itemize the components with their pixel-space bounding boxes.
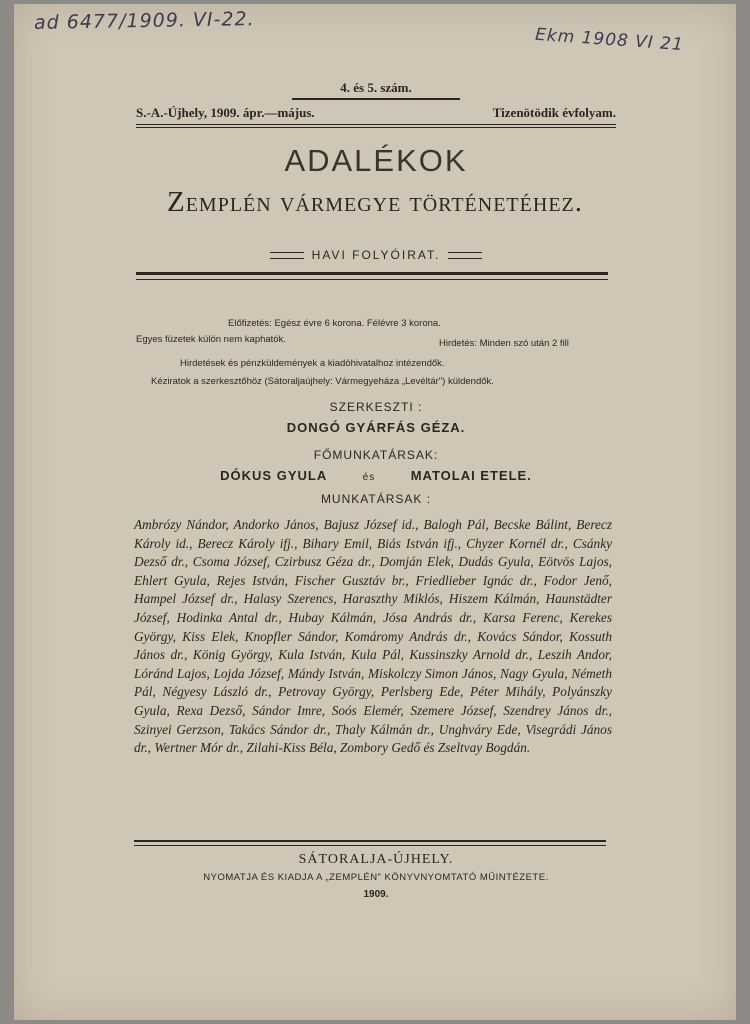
- masthead-rule: [136, 124, 616, 125]
- ads-info: Hirdetés: Minden szó után 2 fill: [439, 338, 569, 349]
- footer-city: SÁTORALJA-ÚJHELY.: [298, 852, 454, 867]
- contributors-heading: MUNKATÁRSAK :: [320, 492, 432, 506]
- title-rule-thin: [136, 279, 608, 280]
- handwritten-accession-note: ad 6477/1909. VI-22.: [33, 8, 255, 34]
- editor-name: DONGÓ GYÁRFÁS GÉZA.: [286, 420, 466, 435]
- footer-rule-thin: [134, 845, 606, 846]
- place-date: S.-A.-Újhely, 1909. ápr.—május.: [136, 105, 315, 120]
- masthead-rule-2: [136, 127, 616, 128]
- volume: Tizenötödik évfolyam.: [492, 105, 616, 120]
- subtitle-ornament-left: [270, 252, 304, 259]
- title-line-2: Zemplén vármegye történetéhez.: [167, 186, 583, 218]
- issue-number: 4. és 5. szám.: [292, 80, 460, 100]
- ads-note: Hirdetések és pénzküldemények a kiadóhivatalhoz intézendők.: [180, 358, 445, 369]
- handwritten-catalog-note: Ekm 1908 VI 21: [534, 24, 685, 56]
- chief-contributors-heading: FŐMUNKATÁRSAK:: [313, 448, 439, 462]
- editor-heading: SZERKESZTI :: [329, 400, 423, 414]
- subscription-info: Előfizetés: Egész évre 6 korona. Félévre 3 korona.: [228, 318, 441, 329]
- footer-rule-thick: [134, 840, 606, 842]
- title-rule-thick: [136, 272, 608, 275]
- chief-contributors-names: [136, 467, 616, 485]
- footer-year: 1909.: [363, 889, 389, 900]
- chief-contributor-1: DÓKUS GYULA: [220, 468, 328, 483]
- contributors-list: Ambrózy Nándor, Andorko János, Bajusz József id., Balogh Pál, Becske Bálint, Berecz Károly id., Berecz Károly ifj., Bihary Emil, Biás István ifj., Chyzer Kornél dr., Csánky Dezső dr., Csoma József, Czirbusz Géza dr., Domján Elek, Dudás Gyula, Eötvös Lajos, Ehlert Gyula, Rejes István, Fischer Gusztáv br., Friedlieber Ignác dr., Fodor Jenő, Hampel József dr., Halasy Szerencs, Haraszthy Miklós, Hiszem Kálmán, Haunstädter József, Hodinka Antal dr., Hubay Kálmán, Jósa András dr., Karsa Ferenc, Kerekes György, Kiss Elek, Knopfler Sándor, Komáromy András dr., Kovács Sándor, Kossuth János dr., König György, Kula István, Kulа Pál, Kussinszky Arnold dr., Leszih Andor, Lóránd Lajos, Lojda József, Mándy István, Miskolczy Simon János, Nagy Gyula, Németh Pál, Négyesy László dr., Petrovay György, Perlsberg Ede, Péter Mihály, Polyánszky Gyula, Rexa Dezső, Sándor Imre, Soós Elemér, Szemere József, Szendrey János dr., Szinyei Gerzson, Takács Sándor dr., Thaly Kálmán dr., Unghváry Ede, Visegrádi János dr., Wertner Mór dr., Zilahi-Kiss Béla, Zombory Gedő és Zseltvay Bogdán.: [134, 517, 612, 756]
- subtitle-text: HAVI FOLYÓIRAT.: [311, 248, 441, 262]
- and-word: és: [362, 472, 376, 483]
- subtitle-ornament-right: [448, 252, 482, 259]
- chief-contributor-2: MATOLAI ETELE.: [410, 468, 532, 483]
- single-issues-info: Egyes füzetek külön nem kaphatók.: [136, 334, 286, 345]
- footer-printer: NYOMATJA ÉS KIADJA A „ZEMPLÉN" KÖNYVNYOMTATÓ MŰINTÉZETE.: [203, 872, 549, 883]
- manuscripts-info: Kéziratok a szerkesztőhöz (Sátoraljaújhely: Vármegyeháza „Levéltár") küldendők.: [151, 376, 494, 387]
- title-line-1: ADALÉKOK: [284, 143, 468, 178]
- subtitle: [136, 248, 616, 262]
